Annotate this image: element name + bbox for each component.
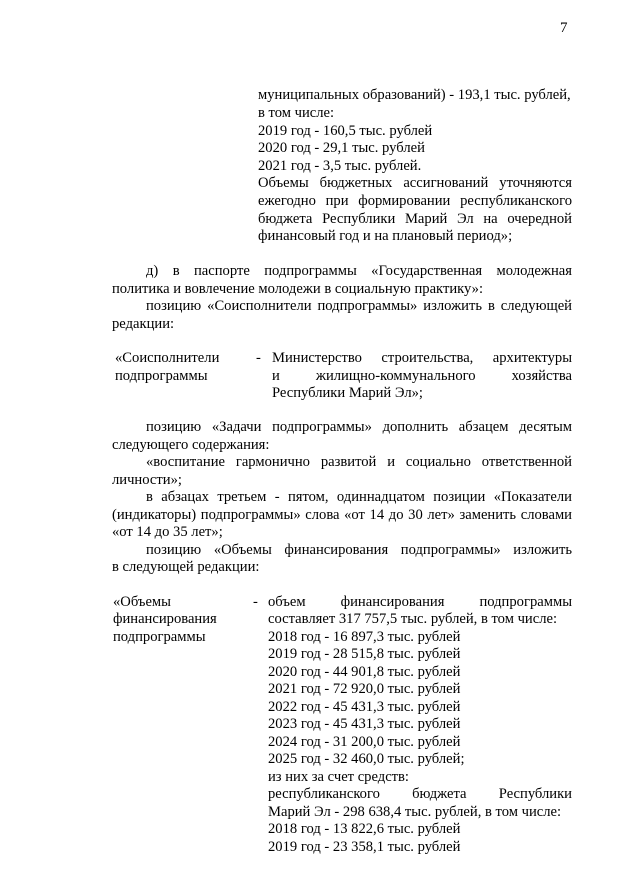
fin-value-9: 2024 год - 31 200,0 тыс. рублей	[268, 734, 461, 750]
middle-line-6	[112, 506, 572, 524]
coexec-value-2-text: и жилищно-коммунального хозяйства	[272, 368, 572, 384]
middle-line-9: в следующей редакции:	[112, 559, 260, 575]
top-line-8	[258, 210, 572, 228]
fin-value-6: 2021 год - 72 920,0 тыс. рублей	[268, 681, 461, 697]
fin-value-10: 2025 год - 32 460,0 тыс. рублей;	[268, 751, 465, 767]
fin-label-3: подпрограммы	[113, 629, 206, 645]
middle-line-3-text: «воспитание гармонично развитой и социально ответственной	[146, 454, 572, 470]
fin-value-12	[268, 785, 572, 803]
middle-line-4: личности»;	[112, 472, 182, 488]
coexec-value-3: Республики Марий Эл»;	[272, 385, 423, 401]
middle-line-5-text: в абзацах третьем - пятом, одиннадцатом позиции «Показатели	[146, 489, 572, 505]
coexec-label-2: подпрограммы	[115, 368, 208, 384]
para-d-line-1-text: д) в паспорте подпрограммы «Государственная молодежная	[146, 263, 572, 279]
page-number: 7	[560, 20, 568, 36]
middle-line-7: «от 14 до 35 лет»;	[112, 524, 223, 540]
fin-value-1-text: объем финансирования подпрограммы	[268, 594, 572, 610]
fin-value-14: 2018 год - 13 822,6 тыс. рублей	[268, 821, 461, 837]
coexec-value-2	[272, 367, 572, 385]
coexec-value-1-text: Министерство строительства, архитектуры	[272, 350, 572, 366]
fin-value-1	[268, 593, 572, 611]
top-line-7-text: ежегодно при формировании республиканского	[258, 193, 572, 209]
fin-value-11: из них за счет средств:	[268, 769, 409, 785]
para-d-line-1	[146, 262, 572, 280]
fin-value-12-text: республиканского бюджета Республики	[268, 786, 572, 802]
top-line-5: 2021 год - 3,5 тыс. рублей.	[258, 158, 422, 174]
top-line-8-text: бюджета Республики Марий Эл на очередной	[258, 211, 572, 227]
fin-label-2: финансирования	[113, 611, 217, 627]
top-line-7	[258, 192, 572, 210]
middle-line-1	[146, 418, 572, 436]
middle-line-1-text: позицию «Задачи подпрограммы» дополнить абзацем десятым	[146, 419, 572, 435]
coexec-value-1	[272, 349, 572, 367]
fin-value-8: 2023 год - 45 431,3 тыс. рублей	[268, 716, 461, 732]
para-d-line-4: редакции:	[112, 316, 175, 332]
top-line-6-text: Объемы бюджетных ассигнований уточняются	[258, 175, 572, 191]
top-line-6	[258, 174, 572, 192]
top-line-3: 2019 год - 160,5 тыс. рублей	[258, 123, 433, 139]
fin-value-4: 2019 год - 28 515,8 тыс. рублей	[268, 646, 461, 662]
coexec-dash: -	[256, 350, 261, 366]
fin-value-3: 2018 год - 16 897,3 тыс. рублей	[268, 629, 461, 645]
top-line-1: муниципальных образований) - 193,1 тыс. рублей,	[258, 87, 571, 103]
fin-value-5: 2020 год - 44 901,8 тыс. рублей	[268, 664, 461, 680]
fin-value-7: 2022 год - 45 431,3 тыс. рублей	[268, 699, 461, 715]
fin-value-13: Марий Эл - 298 638,4 тыс. рублей, в том числе:	[268, 804, 562, 820]
top-line-9: финансовый год и на плановый период»;	[258, 228, 513, 244]
fin-dash: -	[253, 594, 258, 610]
middle-line-2: следующего содержания:	[112, 437, 270, 453]
fin-label-1: «Объемы	[113, 594, 171, 610]
para-d-line-3	[146, 297, 572, 315]
coexec-label-1: «Соисполнители	[115, 350, 220, 366]
para-d-line-2: политика и вовлечение молодежи в социальную практику»:	[112, 281, 484, 297]
fin-value-2: составляет 317 757,5 тыс. рублей, в том числе:	[268, 611, 558, 627]
middle-line-3	[146, 453, 572, 471]
middle-line-8	[146, 541, 572, 559]
para-d-line-3-text: позицию «Соисполнители подпрограммы» изложить в следующей	[146, 298, 572, 314]
middle-line-5	[146, 488, 572, 506]
middle-line-6-text: (индикаторы) подпрограммы» слова «от 14 до 30 лет» заменить словами	[112, 507, 572, 523]
middle-line-8-text: позицию «Объемы финансирования подпрограммы» изложить	[146, 542, 572, 558]
top-line-2: в том числе:	[258, 105, 335, 121]
top-line-4: 2020 год - 29,1 тыс. рублей	[258, 140, 425, 156]
fin-value-15: 2019 год - 23 358,1 тыс. рублей	[268, 839, 461, 855]
